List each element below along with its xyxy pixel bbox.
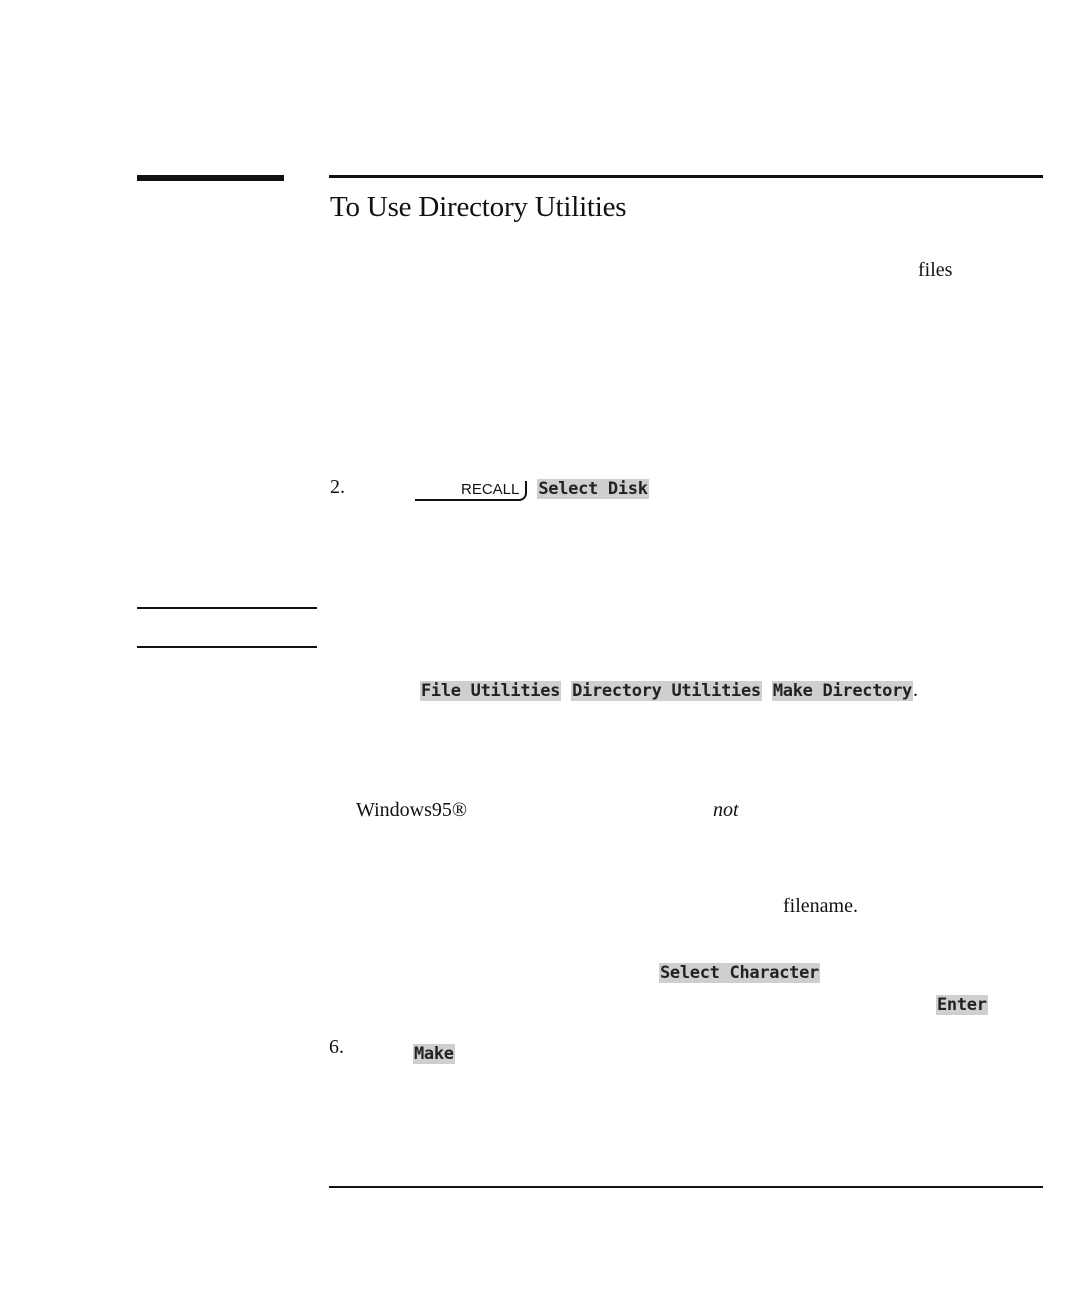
footer-rule [329,1186,1043,1188]
step-2-number: 2. [330,476,345,498]
section-title: To Use Directory Utilities [330,191,627,223]
header-rule [329,175,1043,178]
file-utilities-softkey[interactable]: File Utilities [421,681,561,701]
note-top-rule [137,607,317,609]
intro-files-word: files [918,259,953,281]
filename-word: filename. [783,895,858,917]
select-character-line [659,963,820,983]
windows95-text: Windows95® [356,799,468,821]
recall-hardkey[interactable]: RECALL [415,481,527,501]
note-bottom-rule [137,646,317,648]
step-2-keys [415,479,649,501]
make-softkey[interactable]: Make [414,1044,454,1064]
path-period: . [912,679,918,701]
enter-softkey[interactable]: Enter [937,995,987,1015]
select-character-softkey[interactable]: Select Character [660,963,819,983]
softkey-path [420,679,918,702]
enter-line [936,995,988,1015]
not-emphasis: not [713,799,739,821]
select-disk-softkey[interactable]: Select Disk [538,479,648,499]
step-6-keys [413,1044,455,1064]
make-directory-softkey[interactable]: Make Directory [772,681,912,701]
left-margin-bar [137,175,284,181]
step-6-number: 6. [329,1036,344,1058]
directory-utilities-softkey[interactable]: Directory Utilities [572,681,761,701]
